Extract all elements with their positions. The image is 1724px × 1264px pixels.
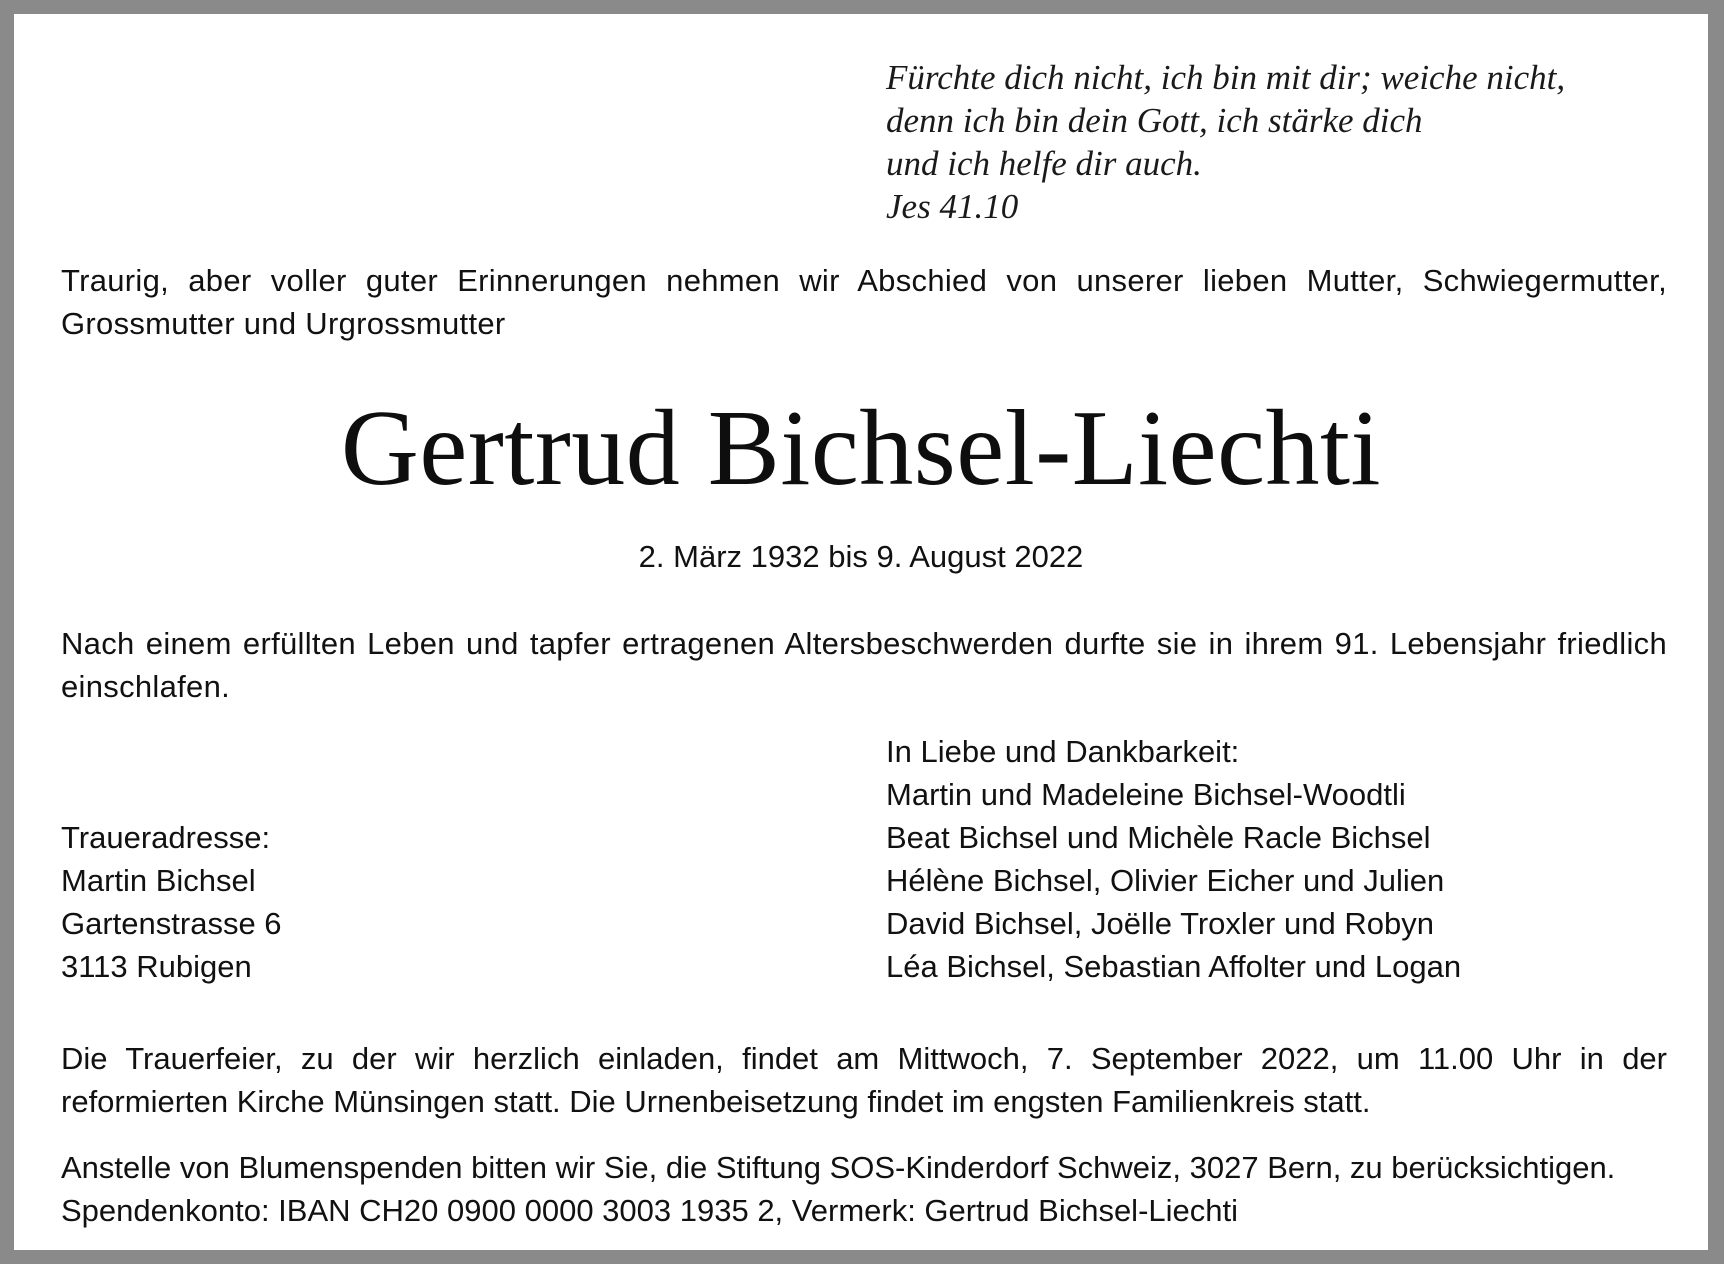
address-city: 3113 Rubigen (61, 949, 252, 984)
donation-text (61, 1146, 1667, 1232)
ceremony-text: Die Trauerfeier, zu der wir herzlich einladen, findet am Mittwoch, 7. September 2022, um 11.00 Uhr in der reformierten Kirche Münsingen statt. Die Urnenbeisetzung findet im engsten Familienkreis statt. (61, 1041, 1667, 1119)
verse-line: denn ich bin dein Gott, ich stärke dich (886, 101, 1423, 140)
bible-verse (886, 56, 1565, 228)
verse-reference: Jes 41.10 (886, 187, 1019, 226)
address-name: Martin Bichsel (61, 863, 256, 898)
verse-line: Fürchte dich nicht, ich bin mit dir; weiche nicht, (886, 58, 1566, 97)
life-text: Nach einem erfüllten Leben und tapfer ertragenen Altersbeschwerden durfte sie in ihrem 91. Lebensjahr friedlich einschlafen. (61, 626, 1667, 704)
mourning-address (61, 816, 282, 988)
obituary-sheet (14, 14, 1708, 1250)
address-street: Gartenstrasse 6 (61, 906, 282, 941)
family-member: Léa Bichsel, Sebastian Affolter und Logan (886, 949, 1462, 984)
verse-line: und ich helfe dir auch. (886, 144, 1202, 183)
family-member: Martin und Madeleine Bichsel-Woodtli (886, 777, 1406, 812)
family-heading: In Liebe und Dankbarkeit: (886, 734, 1240, 769)
donation-line: Spendenkonto: IBAN CH20 0900 0000 3003 1935 2, Vermerk: Gertrud Bichsel-Liechti (61, 1193, 1239, 1228)
donation-line: Anstelle von Blumenspenden bitten wir Sie, die Stiftung SOS-Kinderdorf Schweiz, 3027 Bern, zu berücksichtigen. (61, 1150, 1616, 1185)
family-member: Hélène Bichsel, Olivier Eicher und Julien (886, 863, 1445, 898)
family-member: David Bichsel, Joëlle Troxler und Robyn (886, 906, 1434, 941)
intro-text: Traurig, aber voller guter Erinnerungen nehmen wir Abschied von unserer lieben Mutter, Schwiegermutter, Grossmutter und Urgrossmutter (61, 263, 1667, 341)
family-list (886, 730, 1461, 988)
address-heading: Traueradresse: (61, 820, 271, 855)
family-member: Beat Bichsel und Michèle Racle Bichsel (886, 820, 1431, 855)
deceased-name: Gertrud Bichsel-Liechti (340, 389, 1382, 508)
life-dates: 2. März 1932 bis 9. August 2022 (638, 539, 1084, 574)
